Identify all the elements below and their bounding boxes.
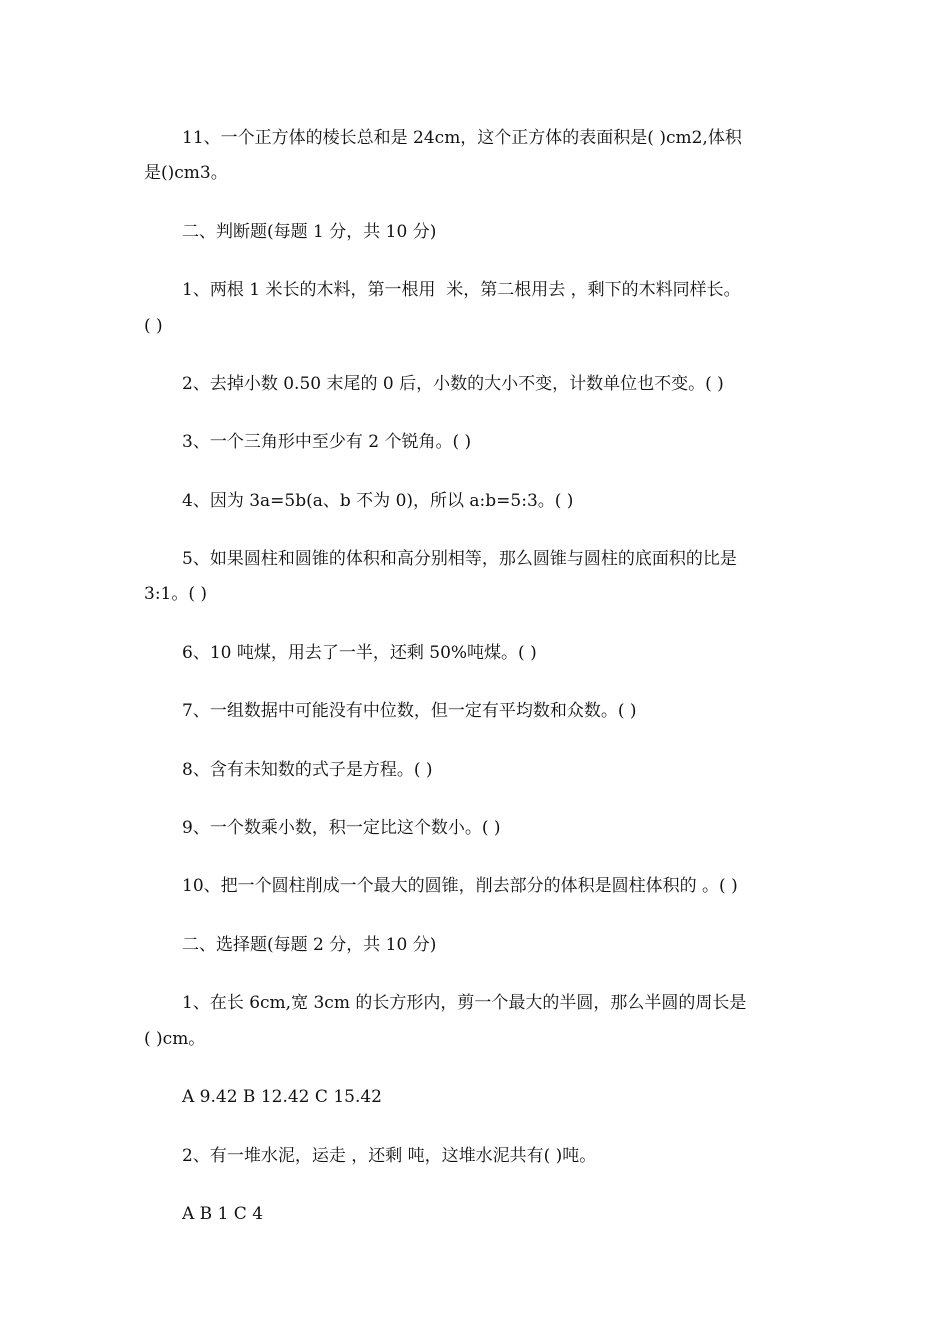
mc-q2: 2、有一堆水泥，运走 ，还剩 吨，这堆水泥共有( )吨。 — [182, 1146, 597, 1166]
section-heading-true-false: 二、判断题(每题 1 分，共 10 分) — [182, 222, 437, 242]
tf-q1-line-1: 1、两根 1 米长的木料，第一根用 米，第二根用去 ，剩下的木料同样长。 — [182, 280, 741, 300]
tf-q5-line-2: 3:1。( ) — [144, 584, 208, 604]
mc-q1-line-2: ( )cm。 — [144, 1029, 206, 1049]
tf-q3: 3、一个三角形中至少有 2 个锐角。( ) — [182, 432, 472, 452]
tf-q4: 4、因为 3a=5b(a、b 不为 0)，所以 a:b=5:3。( ) — [182, 491, 574, 511]
tf-q8: 8、含有未知数的式子是方程。( ) — [182, 760, 433, 780]
mc-q1-line-1: 1、在长 6cm,宽 3cm 的长方形内，剪一个最大的半圆，那么半圆的周长是 — [182, 993, 747, 1013]
tf-q9: 9、一个数乘小数，积一定比这个数小。( ) — [182, 818, 501, 838]
tf-q1-line-2: ( ) — [144, 316, 163, 336]
q11-text-line-2: 是()cm3。 — [144, 163, 228, 183]
tf-q10: 10、把一个圆柱削成一个最大的圆锥，削去部分的体积是圆柱体积的 。( ) — [182, 876, 738, 896]
mc-q1-options: A 9.42 B 12.42 C 15.42 — [182, 1087, 382, 1107]
tf-q2: 2、去掉小数 0.50 末尾的 0 后，小数的大小不变，计数单位也不变。( ) — [182, 374, 724, 394]
tf-q5-line-1: 5、如果圆柱和圆锥的体积和高分别相等，那么圆锥与圆柱的底面积的比是 — [182, 549, 737, 569]
q11-text-line-1: 11、一个正方体的棱长总和是 24cm，这个正方体的表面积是( )cm2,体积 — [182, 128, 742, 148]
section-heading-multiple-choice: 二、选择题(每题 2 分，共 10 分) — [182, 935, 437, 955]
tf-q7: 7、一组数据中可能没有中位数，但一定有平均数和众数。( ) — [182, 701, 637, 721]
mc-q2-options: A B 1 C 4 — [182, 1204, 264, 1224]
tf-q6: 6、10 吨煤，用去了一半，还剩 50%吨煤。( ) — [182, 643, 537, 663]
